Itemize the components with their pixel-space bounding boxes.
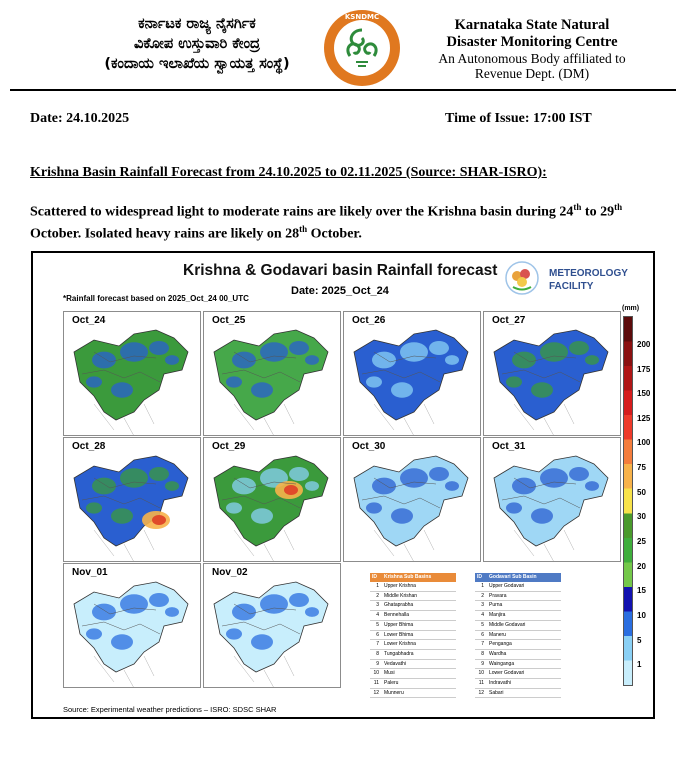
row-id: 8 bbox=[370, 649, 382, 659]
table-row bbox=[370, 669, 456, 679]
id-header: ID bbox=[475, 573, 487, 582]
rainfall-patch bbox=[92, 478, 116, 495]
forecast-panel-oct-27 bbox=[483, 311, 621, 436]
rainfall-patch bbox=[540, 342, 568, 362]
rainfall-patch bbox=[251, 634, 273, 649]
rainfall-patch bbox=[86, 376, 102, 387]
row-id: 7 bbox=[370, 640, 382, 650]
table-row bbox=[475, 591, 561, 601]
rainfall-patch bbox=[429, 341, 449, 355]
forecast-panel-oct-24 bbox=[63, 311, 201, 436]
forecast-panel-oct-29 bbox=[203, 437, 341, 562]
row-name: Ghataprabha bbox=[382, 601, 456, 611]
row-name: Lower Bhima bbox=[382, 630, 456, 640]
table-row bbox=[370, 630, 456, 640]
row-name: Wardha bbox=[487, 649, 561, 659]
name-header: Godavari Sub Basin bbox=[487, 573, 561, 582]
row-id: 10 bbox=[370, 669, 382, 679]
colorbar-tick: 125 bbox=[637, 414, 651, 423]
rainfall-patch bbox=[226, 502, 242, 513]
table-row bbox=[475, 601, 561, 611]
ksndmc-emblem-icon bbox=[322, 8, 402, 88]
row-name: Lower Godavari bbox=[487, 669, 561, 679]
rainfall-patch bbox=[372, 352, 396, 369]
row-id: 7 bbox=[475, 640, 487, 650]
org-name-line-2: Disaster Monitoring Centre bbox=[446, 34, 618, 50]
row-id: 11 bbox=[475, 679, 487, 689]
rainfall-patch bbox=[165, 355, 179, 365]
row-name: Upper Krishna bbox=[382, 582, 456, 591]
summary-part-2: to 29 bbox=[581, 204, 615, 220]
emblem-text: KSNDMC bbox=[344, 13, 380, 21]
panel-map bbox=[204, 438, 341, 562]
forecast-panel-oct-25 bbox=[203, 311, 341, 436]
row-id: 4 bbox=[370, 611, 382, 621]
rainfall-patch bbox=[391, 508, 413, 523]
rainfall-patch bbox=[531, 508, 553, 523]
table-row bbox=[370, 582, 456, 591]
row-name: Middle Godavari bbox=[487, 620, 561, 630]
forecast-panel-oct-30 bbox=[343, 437, 481, 562]
colorbar-tick: 175 bbox=[637, 365, 651, 374]
rainfall-patch bbox=[111, 508, 133, 523]
rainfall-patch bbox=[366, 376, 382, 387]
panel-label: Nov_02 bbox=[212, 567, 248, 578]
rainfall-patch bbox=[585, 355, 599, 365]
rainfall-patch bbox=[232, 478, 256, 495]
row-name: Indravathi bbox=[487, 679, 561, 689]
affiliation-line-2: Revenue Dept. (DM) bbox=[474, 66, 590, 81]
table-row bbox=[370, 601, 456, 611]
colorbar-tick: 200 bbox=[637, 340, 651, 349]
colorbar-unit: (mm) bbox=[622, 305, 640, 312]
table-row bbox=[370, 620, 456, 630]
row-id: 12 bbox=[370, 688, 382, 698]
panel-label: Oct_31 bbox=[492, 441, 526, 452]
rainfall-patch bbox=[289, 593, 309, 607]
table-row bbox=[370, 659, 456, 669]
rainfall-patch bbox=[445, 481, 459, 491]
summary-part-1: Scattered to widespread light to moderate rains are likely over the Krishna basin during 24 bbox=[30, 204, 574, 220]
panel-map bbox=[344, 438, 481, 562]
rainfall-patch bbox=[260, 594, 288, 614]
rainfall-patch bbox=[92, 604, 116, 621]
rainfall-patch bbox=[372, 478, 396, 495]
row-name: Upper Godavari bbox=[487, 582, 561, 591]
row-id: 5 bbox=[370, 620, 382, 630]
rainfall-patch bbox=[260, 342, 288, 362]
table-row bbox=[475, 659, 561, 669]
rainfall-patch bbox=[149, 341, 169, 355]
rainfall-patch bbox=[149, 593, 169, 607]
table-row bbox=[475, 611, 561, 621]
figure-date: Date: 2025_Oct_24 bbox=[291, 285, 389, 297]
row-name: Manjira bbox=[487, 611, 561, 621]
colorbar-tick: 20 bbox=[637, 562, 646, 571]
panel-label: Oct_30 bbox=[352, 441, 386, 452]
rainfall-patch bbox=[251, 508, 273, 523]
panel-map bbox=[64, 438, 201, 562]
english-org-name bbox=[418, 17, 646, 81]
kannada-org-name bbox=[62, 14, 332, 74]
row-name: Maneru bbox=[487, 630, 561, 640]
row-id: 11 bbox=[370, 679, 382, 689]
row-name: Musi bbox=[382, 669, 456, 679]
forecast-panel-nov-02 bbox=[203, 563, 341, 688]
meteorology-logo-icon bbox=[505, 261, 539, 295]
row-name: Munneru bbox=[382, 688, 456, 698]
colorbar-tick: 1 bbox=[637, 660, 642, 669]
rainfall-patch bbox=[400, 342, 428, 362]
panel-label: Oct_27 bbox=[492, 315, 526, 326]
panel-map bbox=[64, 312, 201, 436]
summary-sup-3: th bbox=[299, 223, 308, 234]
heavy-rain-core bbox=[284, 485, 298, 495]
colorbar-tick: 150 bbox=[637, 389, 651, 398]
colorbar-tick: 50 bbox=[637, 488, 646, 497]
colorbar-tick: 5 bbox=[637, 636, 642, 645]
panel-map bbox=[484, 438, 621, 562]
rainfall-patch bbox=[92, 352, 116, 369]
logo-line-2: FACILITY bbox=[549, 281, 594, 292]
rainfall-patch bbox=[120, 468, 148, 488]
meteorology-logo-text bbox=[549, 267, 628, 293]
rainfall-patch bbox=[165, 481, 179, 491]
rainfall-patch bbox=[226, 376, 242, 387]
rainfall-patch bbox=[391, 382, 413, 397]
colorbar-tick: 30 bbox=[637, 512, 646, 521]
rainfall-colorbar bbox=[623, 316, 633, 686]
row-id: 6 bbox=[475, 630, 487, 640]
row-name: Purna bbox=[487, 601, 561, 611]
row-id: 9 bbox=[475, 659, 487, 669]
id-header: ID bbox=[370, 573, 382, 582]
panel-map bbox=[64, 564, 201, 688]
panel-label: Oct_26 bbox=[352, 315, 386, 326]
colorbar-tick: 15 bbox=[637, 586, 646, 595]
row-id: 2 bbox=[475, 591, 487, 601]
forecast-summary bbox=[30, 199, 658, 242]
header-divider bbox=[10, 89, 676, 91]
table-header-row bbox=[370, 573, 456, 582]
row-id: 6 bbox=[370, 630, 382, 640]
issue-date: Date: 24.10.2025 bbox=[30, 111, 130, 126]
panel-label: Oct_24 bbox=[72, 315, 106, 326]
table-row bbox=[475, 640, 561, 650]
row-name: Upper Bhima bbox=[382, 620, 456, 630]
rainfall-patch bbox=[512, 352, 536, 369]
row-name: Paleru bbox=[382, 679, 456, 689]
row-id: 5 bbox=[475, 620, 487, 630]
row-id: 12 bbox=[475, 688, 487, 698]
table-row bbox=[370, 611, 456, 621]
rainfall-patch bbox=[305, 355, 319, 365]
panel-label: Oct_25 bbox=[212, 315, 246, 326]
summary-sup-2: th bbox=[614, 202, 623, 212]
row-id: 10 bbox=[475, 669, 487, 679]
row-name: Pravara bbox=[487, 591, 561, 601]
row-id: 1 bbox=[370, 582, 382, 591]
rainfall-patch bbox=[289, 467, 309, 481]
colorbar-tick: 100 bbox=[637, 438, 651, 447]
rainfall-patch bbox=[512, 478, 536, 495]
panel-map bbox=[344, 312, 481, 436]
heavy-rain-core bbox=[152, 515, 166, 525]
rainfall-patch bbox=[429, 467, 449, 481]
rainfall-patch bbox=[111, 634, 133, 649]
rainfall-patch bbox=[305, 607, 319, 617]
table-row bbox=[475, 649, 561, 659]
row-id: 4 bbox=[475, 611, 487, 621]
panel-label: Oct_28 bbox=[72, 441, 106, 452]
rainfall-patch bbox=[165, 607, 179, 617]
summary-part-4: October. bbox=[307, 226, 362, 242]
table-row bbox=[475, 630, 561, 640]
figure-source: Source: Experimental weather predictions – ISRO: SDSC SHAR bbox=[63, 705, 277, 714]
rainfall-patch bbox=[111, 382, 133, 397]
affiliation-line-1: An Autonomous Body affiliated to bbox=[438, 51, 626, 66]
figure-note: *Rainfall forecast based on 2025_Oct_24 00_UTC bbox=[63, 294, 249, 303]
org-name-line-1: Karnataka State Natural bbox=[454, 17, 610, 33]
row-id: 3 bbox=[370, 601, 382, 611]
row-name: Vedavathi bbox=[382, 659, 456, 669]
rainfall-patch bbox=[120, 342, 148, 362]
rainfall-patch bbox=[289, 341, 309, 355]
table-row bbox=[370, 688, 456, 698]
row-name: Middle Krishan bbox=[382, 591, 456, 601]
name-header: Krishna Sub Basins bbox=[382, 573, 456, 582]
colorbar-tick: 25 bbox=[637, 537, 646, 546]
summary-part-3: October. Isolated heavy rains are likely on 28 bbox=[30, 226, 300, 242]
table-row bbox=[475, 582, 561, 591]
colorbar-tick: 10 bbox=[637, 611, 646, 620]
rainfall-patch bbox=[305, 481, 319, 491]
table-row bbox=[475, 679, 561, 689]
table-header-row bbox=[475, 573, 561, 582]
panel-label: Nov_01 bbox=[72, 567, 108, 578]
rainfall-patch bbox=[149, 467, 169, 481]
row-name: Sabari bbox=[487, 688, 561, 698]
row-id: 2 bbox=[370, 591, 382, 601]
row-name: Bennehalla bbox=[382, 611, 456, 621]
issue-time: Time of Issue: 17:00 IST bbox=[445, 111, 592, 126]
rainfall-patch bbox=[226, 628, 242, 639]
table-row bbox=[370, 640, 456, 650]
forecast-panel-oct-26 bbox=[343, 311, 481, 436]
rainfall-patch bbox=[86, 502, 102, 513]
table-row bbox=[475, 688, 561, 698]
rainfall-patch bbox=[366, 502, 382, 513]
kannada-line-2: ವಿಕೋಪ ಉಸ್ತುವಾರಿ ಕೇಂದ್ರ bbox=[133, 36, 261, 52]
panel-label: Oct_29 bbox=[212, 441, 246, 452]
row-name: Lower Krishna bbox=[382, 640, 456, 650]
row-id: 8 bbox=[475, 649, 487, 659]
panel-map bbox=[204, 312, 341, 436]
row-name: Penganga bbox=[487, 640, 561, 650]
forecast-heading: Krishna Basin Rainfall Forecast from 24.10.2025 to 02.11.2025 (Source: SHAR-ISRO): bbox=[30, 165, 547, 180]
forecast-panel-nov-01 bbox=[63, 563, 201, 688]
figure-title: Krishna & Godavari basin Rainfall forecast bbox=[183, 262, 498, 279]
rainfall-patch bbox=[232, 604, 256, 621]
forecast-panel-oct-31 bbox=[483, 437, 621, 562]
row-name: Tungabhadra bbox=[382, 649, 456, 659]
table-row bbox=[475, 669, 561, 679]
rainfall-patch bbox=[531, 382, 553, 397]
rainfall-patch bbox=[506, 502, 522, 513]
rainfall-patch bbox=[120, 594, 148, 614]
summary-sup-1: th bbox=[573, 202, 582, 212]
row-id: 1 bbox=[475, 582, 487, 591]
rainfall-forecast-figure bbox=[31, 251, 655, 719]
krishna-sub-basin-table bbox=[370, 573, 456, 698]
row-name: Wainganga bbox=[487, 659, 561, 669]
rainfall-patch bbox=[86, 628, 102, 639]
colorbar-tick: 75 bbox=[637, 463, 646, 472]
table-row bbox=[475, 620, 561, 630]
table-row bbox=[370, 679, 456, 689]
row-id: 3 bbox=[475, 601, 487, 611]
logo-line-1: METEOROLOGY bbox=[549, 268, 628, 279]
panel-map bbox=[204, 564, 341, 688]
table-row bbox=[370, 649, 456, 659]
godavari-sub-basin-table bbox=[475, 573, 561, 698]
kannada-line-3: (ಕಂದಾಯ ಇಲಾಖೆಯ ಸ್ವಾಯತ್ತ ಸಂಸ್ಥೆ) bbox=[104, 56, 290, 72]
table-row bbox=[370, 591, 456, 601]
rainfall-patch bbox=[251, 382, 273, 397]
rainfall-patch bbox=[506, 376, 522, 387]
rainfall-patch bbox=[569, 467, 589, 481]
forecast-panel-oct-28 bbox=[63, 437, 201, 562]
rainfall-patch bbox=[569, 341, 589, 355]
rainfall-patch bbox=[585, 481, 599, 491]
panel-map bbox=[484, 312, 621, 436]
rainfall-patch bbox=[540, 468, 568, 488]
rainfall-patch bbox=[445, 355, 459, 365]
kannada-line-1: ಕರ್ನಾಟಕ ರಾಜ್ಯ ನೈಸರ್ಗಿಕ bbox=[138, 16, 256, 32]
row-id: 9 bbox=[370, 659, 382, 669]
rainfall-patch bbox=[400, 468, 428, 488]
rainfall-patch bbox=[232, 352, 256, 369]
